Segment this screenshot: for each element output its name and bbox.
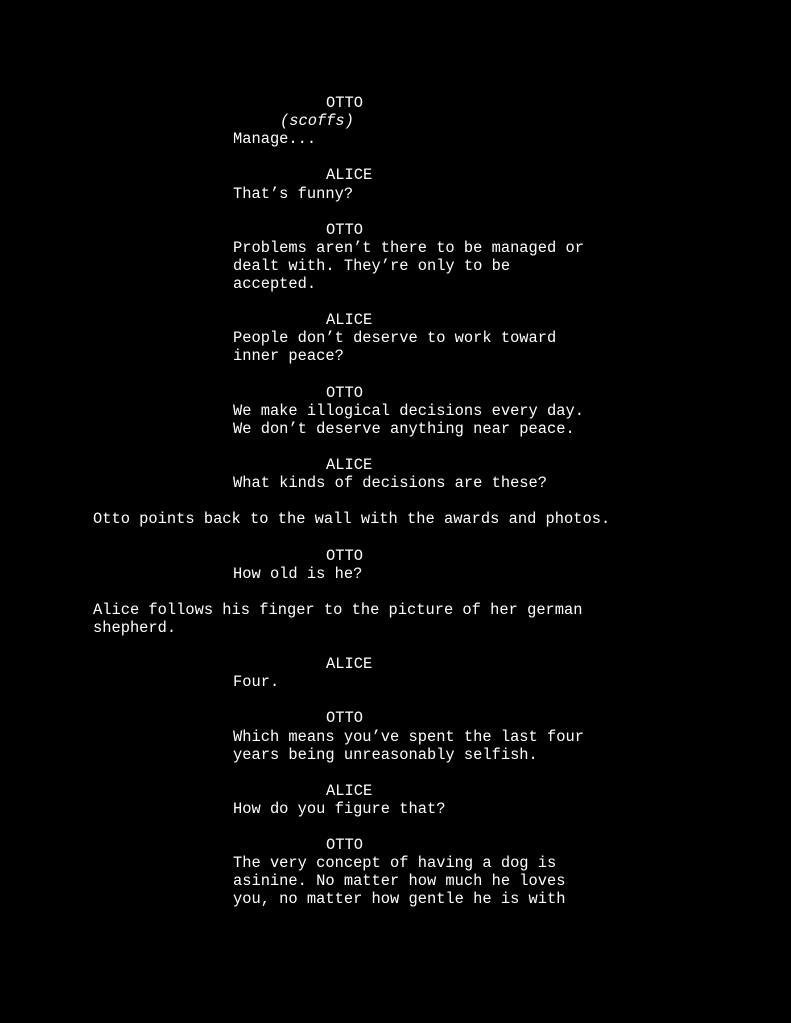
screenplay-dialogue-line: asinine. No matter how much he loves (233, 872, 566, 890)
screenplay-character-line: OTTO (326, 836, 363, 854)
screenplay-character-line: OTTO (326, 709, 363, 727)
screenplay-dialogue-line: What kinds of decisions are these? (233, 474, 548, 492)
screenplay-character-line: ALICE (326, 311, 373, 329)
screenplay-dialogue-line: Problems aren’t there to be managed or (233, 239, 584, 257)
screenplay-dialogue-line: inner peace? (233, 347, 344, 365)
screenplay-dialogue-line: Which means you’ve spent the last four (233, 728, 584, 746)
screenplay-dialogue-line: The very concept of having a dog is (233, 854, 557, 872)
screenplay-character-line: ALICE (326, 456, 373, 474)
screenplay-dialogue-line: We don’t deserve anything near peace. (233, 420, 575, 438)
screenplay-dialogue-line: How old is he? (233, 565, 363, 583)
screenplay-dialogue-line: accepted. (233, 275, 317, 293)
screenplay-character-line: OTTO (326, 384, 363, 402)
screenplay-dialogue-line: years being unreasonably selfish. (233, 746, 538, 764)
screenplay-dialogue-line: That’s funny? (233, 185, 354, 203)
screenplay-character-line: ALICE (326, 655, 373, 673)
screenplay-dialogue-line: dealt with. They’re only to be (233, 257, 511, 275)
screenplay-dialogue-line: How do you figure that? (233, 800, 446, 818)
screenplay-character-line: OTTO (326, 94, 363, 112)
screenplay-dialogue-line: People don’t deserve to work toward (233, 329, 557, 347)
screenplay-dialogue-line: Manage... (233, 130, 317, 148)
screenplay-action-line: Alice follows his finger to the picture of her german (93, 601, 583, 619)
screenplay-character-line: ALICE (326, 166, 373, 184)
screenplay-action-line: shepherd. (93, 619, 177, 637)
screenplay-character-line: OTTO (326, 547, 363, 565)
screenplay-action-line: Otto points back to the wall with the awards and photos. (93, 510, 611, 528)
screenplay-parenthetical-line: (scoffs) (280, 112, 354, 130)
screenplay-character-line: OTTO (326, 221, 363, 239)
screenplay-character-line: ALICE (326, 782, 373, 800)
screenplay-dialogue-line: We make illogical decisions every day. (233, 402, 584, 420)
screenplay-dialogue-line: you, no matter how gentle he is with (233, 890, 566, 908)
screenplay-dialogue-line: Four. (233, 673, 280, 691)
